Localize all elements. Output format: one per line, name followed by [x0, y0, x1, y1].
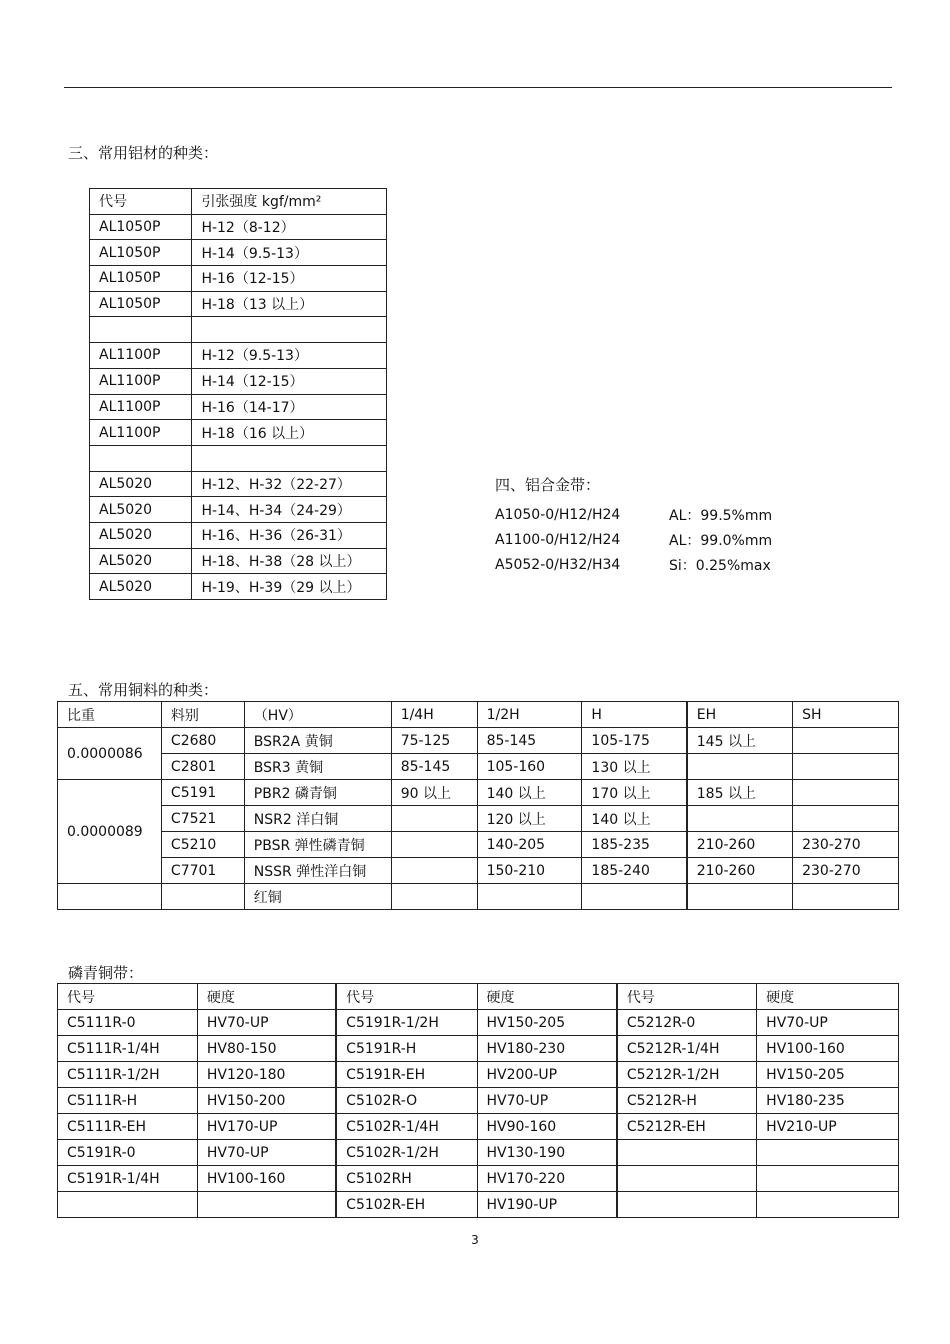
alloy-row — [495, 527, 772, 552]
table-cell: AL1100P — [90, 368, 192, 394]
table-cell: 1/4H — [391, 702, 477, 728]
table-cell: 硬度 — [477, 984, 617, 1010]
table-row — [58, 754, 899, 780]
table-cell: 105-160 — [477, 754, 582, 780]
phosphor-bronze-table — [57, 983, 899, 1218]
table-row — [58, 1114, 899, 1140]
table-cell: 185-240 — [582, 858, 687, 884]
table-cell: 120 以上 — [477, 806, 582, 832]
table-cell: AL5020 — [90, 548, 192, 574]
alloy-code: A1100-0/H12/H24 — [495, 531, 621, 548]
table-cell — [90, 445, 192, 471]
table-cell: HV70-UP — [197, 1010, 336, 1036]
table-cell: H-16（12-15） — [192, 266, 387, 292]
table-cell: H-12、H-32（22-27） — [192, 471, 387, 497]
table-cell: 1/2H — [477, 702, 582, 728]
table-row — [90, 394, 387, 420]
alloy-code: A1050-0/H12/H24 — [495, 506, 621, 523]
table-cell — [161, 884, 244, 910]
table-cell: 210-260 — [687, 832, 793, 858]
table-cell: HV130-190 — [477, 1140, 617, 1166]
table-cell — [793, 780, 899, 806]
aluminum-table — [89, 188, 387, 600]
table-cell: 140 以上 — [582, 806, 687, 832]
table-row — [90, 445, 387, 471]
table-cell — [687, 806, 793, 832]
table-cell: PBSR 弹性磷青铜 — [244, 832, 391, 858]
table-cell — [687, 884, 793, 910]
table-cell: AL1050P — [90, 291, 192, 317]
header-rule — [64, 87, 892, 88]
table-cell: 150-210 — [477, 858, 582, 884]
table-cell: 185-235 — [582, 832, 687, 858]
table-cell: H-19、H-39（29 以上） — [192, 574, 387, 600]
table-cell: 210-260 — [687, 858, 793, 884]
table-cell: HV70-UP — [197, 1140, 336, 1166]
alloy-spec: AL：99.5%mm — [669, 507, 773, 524]
table-cell: HV180-230 — [477, 1036, 617, 1062]
table-cell: HV210-UP — [757, 1114, 899, 1140]
table-cell: H-12（8-12） — [192, 214, 387, 240]
table-row — [90, 368, 387, 394]
table-cell: C5102R-1/2H — [336, 1140, 477, 1166]
table-row — [58, 780, 899, 806]
table-row — [90, 420, 387, 446]
alloy-strip-section — [495, 474, 772, 577]
table-cell: AL5020 — [90, 471, 192, 497]
copper-table — [57, 701, 899, 910]
table-row — [58, 1036, 899, 1062]
table-cell — [391, 884, 477, 910]
table-cell: C5102R-1/4H — [336, 1114, 477, 1140]
table-cell: 比重 — [58, 702, 162, 728]
table-cell: AL1100P — [90, 394, 192, 420]
table-cell: C7521 — [161, 806, 244, 832]
table-cell: C2680 — [161, 728, 244, 754]
table-cell: 85-145 — [391, 754, 477, 780]
table-cell — [793, 754, 899, 780]
table-cell: C5212R-EH — [617, 1114, 757, 1140]
table-cell: C5111R-1/2H — [58, 1062, 198, 1088]
table-cell: H-18（13 以上） — [192, 291, 387, 317]
table-cell: HV120-180 — [197, 1062, 336, 1088]
table-row — [58, 806, 899, 832]
phosphor-heading: 磷青铜带： — [68, 964, 144, 982]
table-cell: C5191R-0 — [58, 1140, 198, 1166]
table-cell — [757, 1166, 899, 1192]
table-row — [90, 522, 387, 548]
table-cell: AL1050P — [90, 214, 192, 240]
table-cell: C5191 — [161, 780, 244, 806]
table-cell: AL1050P — [90, 240, 192, 266]
table-cell: H-18、H-38（28 以上） — [192, 548, 387, 574]
table-row — [58, 984, 899, 1010]
table-row — [90, 240, 387, 266]
table-cell: PBR2 磷青铜 — [244, 780, 391, 806]
table-row — [58, 884, 899, 910]
table-cell: 0.0000086 — [58, 728, 162, 780]
table-cell: 硬度 — [757, 984, 899, 1010]
table-cell: HV170-UP — [197, 1114, 336, 1140]
table-cell — [58, 1192, 198, 1218]
table-cell: C5191R-H — [336, 1036, 477, 1062]
table-row — [58, 1192, 899, 1218]
table-row — [90, 189, 387, 215]
table-cell — [687, 754, 793, 780]
table-row — [58, 1010, 899, 1036]
table-row — [90, 291, 387, 317]
table-cell: C5111R-0 — [58, 1010, 198, 1036]
table-cell: 代号 — [336, 984, 477, 1010]
table-row — [90, 266, 387, 292]
table-cell: NSR2 洋白铜 — [244, 806, 391, 832]
table-cell: HV150-205 — [757, 1062, 899, 1088]
table-cell: H-16（14-17） — [192, 394, 387, 420]
table-cell — [793, 728, 899, 754]
table-cell: HV150-200 — [197, 1088, 336, 1114]
table-cell: （HV） — [244, 702, 391, 728]
alloy-spec: Si：0.25%max — [669, 557, 771, 574]
table-cell: C5102R-O — [336, 1088, 477, 1114]
table-cell: C5210 — [161, 832, 244, 858]
table-cell — [58, 884, 162, 910]
table-cell — [192, 445, 387, 471]
table-cell — [757, 1192, 899, 1218]
table-cell: 90 以上 — [391, 780, 477, 806]
table-cell: 105-175 — [582, 728, 687, 754]
table-cell: 170 以上 — [582, 780, 687, 806]
table-cell: C5191R-1/4H — [58, 1166, 198, 1192]
table-cell: HV150-205 — [477, 1010, 617, 1036]
table-cell: BSR3 黄铜 — [244, 754, 391, 780]
table-cell: 0.0000089 — [58, 780, 162, 884]
table-cell: 185 以上 — [687, 780, 793, 806]
alloy-row — [495, 502, 772, 527]
table-row — [90, 548, 387, 574]
table-row — [58, 1166, 899, 1192]
table-cell: C5191R-1/2H — [336, 1010, 477, 1036]
table-cell — [391, 858, 477, 884]
table-cell: HV100-160 — [197, 1166, 336, 1192]
table-cell: HV180-235 — [757, 1088, 899, 1114]
table-row — [58, 858, 899, 884]
table-cell: 230-270 — [793, 832, 899, 858]
table-cell: 引张强度 kgf/mm² — [192, 189, 387, 215]
table-cell: AL1100P — [90, 420, 192, 446]
table-cell: C5111R-1/4H — [58, 1036, 198, 1062]
table-row — [58, 1088, 899, 1114]
table-cell — [757, 1140, 899, 1166]
alloy-spec: AL：99.0%mm — [669, 532, 773, 549]
table-cell: H-18（16 以上） — [192, 420, 387, 446]
alloy-row — [495, 552, 772, 577]
table-cell — [192, 317, 387, 343]
table-row — [90, 497, 387, 523]
table-cell: C5102R-EH — [336, 1192, 477, 1218]
table-cell: C5212R-1/4H — [617, 1036, 757, 1062]
table-cell: SH — [793, 702, 899, 728]
table-row — [90, 214, 387, 240]
table-cell: C5212R-1/2H — [617, 1062, 757, 1088]
table-row — [90, 317, 387, 343]
table-cell: C5212R-H — [617, 1088, 757, 1114]
table-cell: HV70-UP — [757, 1010, 899, 1036]
table-cell: 代号 — [58, 984, 198, 1010]
table-cell: C5111R-EH — [58, 1114, 198, 1140]
table-cell: 红铜 — [244, 884, 391, 910]
table-cell: H-14、H-34（24-29） — [192, 497, 387, 523]
copper-heading: 五、常用铜料的种类： — [68, 681, 219, 699]
table-row — [90, 574, 387, 600]
table-row — [58, 1062, 899, 1088]
table-cell: BSR2A 黄铜 — [244, 728, 391, 754]
table-row — [58, 832, 899, 858]
table-cell — [617, 1140, 757, 1166]
table-cell: EH — [687, 702, 793, 728]
table-row — [90, 471, 387, 497]
table-cell: HV170-220 — [477, 1166, 617, 1192]
aluminum-heading: 三、常用铝材的种类： — [68, 144, 219, 162]
table-cell: 145 以上 — [687, 728, 793, 754]
table-cell: C5212R-0 — [617, 1010, 757, 1036]
table-cell: C5191R-EH — [336, 1062, 477, 1088]
table-cell: NSSR 弹性洋白铜 — [244, 858, 391, 884]
table-cell: 代号 — [617, 984, 757, 1010]
table-cell: 140 以上 — [477, 780, 582, 806]
table-row — [58, 728, 899, 754]
table-cell — [617, 1166, 757, 1192]
table-cell: HV90-160 — [477, 1114, 617, 1140]
table-cell: HV200-UP — [477, 1062, 617, 1088]
table-cell: AL5020 — [90, 497, 192, 523]
table-cell — [793, 806, 899, 832]
table-cell — [582, 884, 687, 910]
table-cell: H-14（9.5-13） — [192, 240, 387, 266]
table-cell — [477, 884, 582, 910]
table-cell: C5102RH — [336, 1166, 477, 1192]
table-cell: 85-145 — [477, 728, 582, 754]
table-cell: AL5020 — [90, 522, 192, 548]
table-cell: HV70-UP — [477, 1088, 617, 1114]
table-cell: 代号 — [90, 189, 192, 215]
table-row — [58, 1140, 899, 1166]
table-cell: H-14（12-15） — [192, 368, 387, 394]
table-cell: H-12（9.5-13） — [192, 343, 387, 369]
table-cell — [391, 832, 477, 858]
table-cell: 料别 — [161, 702, 244, 728]
table-row — [90, 343, 387, 369]
table-cell: AL1050P — [90, 266, 192, 292]
table-cell: 130 以上 — [582, 754, 687, 780]
page-number: 3 — [471, 1233, 479, 1247]
table-cell: HV190-UP — [477, 1192, 617, 1218]
table-cell: AL5020 — [90, 574, 192, 600]
table-cell: HV80-150 — [197, 1036, 336, 1062]
table-cell: 140-205 — [477, 832, 582, 858]
table-cell — [90, 317, 192, 343]
table-cell — [793, 884, 899, 910]
table-cell — [391, 806, 477, 832]
alloy-code: A5052-0/H32/H34 — [495, 556, 621, 573]
table-cell: HV100-160 — [757, 1036, 899, 1062]
table-cell — [617, 1192, 757, 1218]
table-cell: H-16、H-36（26-31） — [192, 522, 387, 548]
table-cell: 230-270 — [793, 858, 899, 884]
table-cell: C2801 — [161, 754, 244, 780]
table-cell: C5111R-H — [58, 1088, 198, 1114]
table-cell: C7701 — [161, 858, 244, 884]
table-cell: H — [582, 702, 687, 728]
table-cell: 75-125 — [391, 728, 477, 754]
table-row — [58, 702, 899, 728]
alloy-heading: 四、铝合金带： — [495, 476, 601, 494]
table-cell: 硬度 — [197, 984, 336, 1010]
table-cell — [197, 1192, 336, 1218]
table-cell: AL1100P — [90, 343, 192, 369]
